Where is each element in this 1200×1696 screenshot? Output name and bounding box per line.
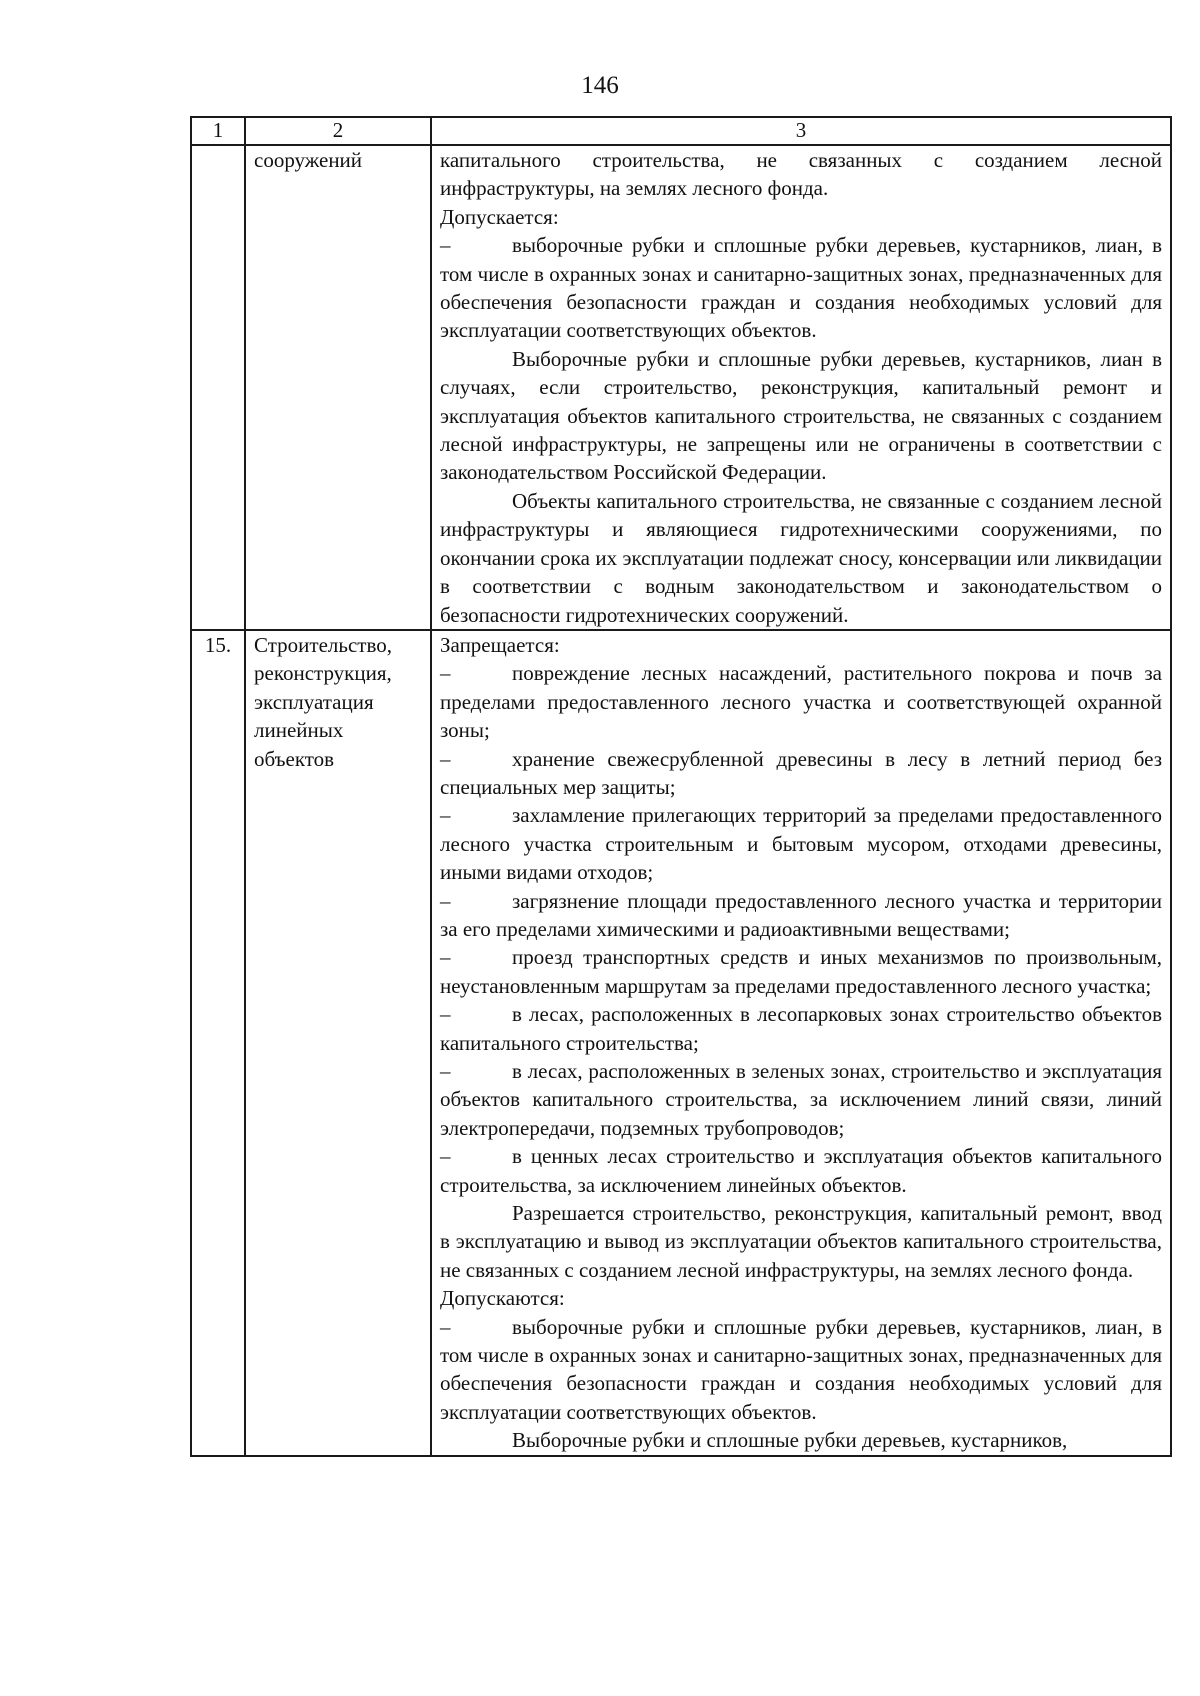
paragraph xyxy=(440,631,1162,659)
paragraph-text: в лесах, расположенных в зеленых зонах, строительство и эксплуатация объектов капитального строительства, за исключением линий связи, линий электропередачи, подземных трубопроводов; xyxy=(440,1059,1162,1140)
column-header-3: 3 xyxy=(431,117,1171,145)
list-item xyxy=(440,1142,1162,1199)
dash-bullet: – xyxy=(440,1059,451,1083)
paragraph-text: выборочные рубки и сплошные рубки деревьев, кустарников, лиан, в том числе в охранных зонах и санитарно-защитных зонах, предназначенных для обеспечения безопасности граждан и создания необходимых условий для эксплуатации соответствующих объектов. xyxy=(440,1314,1162,1424)
column-header-2: 2 xyxy=(245,117,431,145)
paragraph xyxy=(440,1426,1162,1454)
dash-bullet: – xyxy=(440,661,451,686)
dash-bullet: – xyxy=(440,1144,451,1169)
activity-name-cell: Строительство, реконструкция, эксплуатация линейных объектов xyxy=(245,630,431,1456)
paragraph xyxy=(440,1199,1162,1284)
header-row xyxy=(191,117,1171,145)
paragraph-text: Разрешается строительство, реконструкция, капитальный ремонт, ввод в эксплуатацию и вывод из эксплуатации объектов капитального строительства, не связанных с созданием лесной инфраструктуры, на землях лесного фонда. xyxy=(440,1201,1162,1282)
paragraph-text: Выборочные рубки и сплошные рубки деревьев, кустарников, лиан в случаях, если строительство, реконструкция, капитальный ремонт и эксплуатация объектов капитального строительства, не связанных с созданием лесной инфраструктуры, не запрещены или не ограничены в соответствии с законодательством Российской Федерации. xyxy=(440,346,1162,485)
requirements-cell xyxy=(431,145,1171,630)
dash-bullet: – xyxy=(440,1314,451,1339)
dash-bullet: – xyxy=(440,945,451,970)
paragraph-text: в лесах, расположенных в лесопарковых зонах строительство объектов капитального строительства; xyxy=(440,1002,1162,1055)
requirements-text xyxy=(440,146,1162,629)
list-item xyxy=(440,1057,1162,1142)
paragraph-text: захламление прилегающих территорий за пределами предоставленного лесного участка строительным и бытовым мусором, отходами древесины, иными видами отходов; xyxy=(440,803,1162,885)
paragraph-text: в ценных лесах строительство и эксплуатация объектов капитального строительства, за исключением линейных объектов. xyxy=(440,1144,1162,1197)
paragraph xyxy=(440,203,1162,231)
paragraph xyxy=(440,1284,1162,1312)
paragraph-text: повреждение лесных насаждений, растительного покрова и почв за пределами предоставленного лесного участка и соответствующей охранной зоны; xyxy=(440,661,1162,743)
dash-bullet: – xyxy=(440,1002,451,1027)
list-item xyxy=(440,659,1162,744)
paragraph-text: Допускаются: xyxy=(440,1286,565,1311)
list-item xyxy=(440,943,1162,1000)
table-row-15 xyxy=(191,630,1171,1456)
dash-bullet: – xyxy=(440,888,451,913)
requirements-text xyxy=(440,631,1162,1455)
list-item xyxy=(440,1313,1162,1427)
list-item xyxy=(440,231,1162,345)
list-item xyxy=(440,1000,1162,1057)
paragraph-text: хранение свежесрубленной древесины в лесу в летний период без специальных мер защиты; xyxy=(440,746,1162,799)
paragraph-text: Выборочные рубки и сплошные рубки деревьев, кустарников, xyxy=(512,1428,1068,1453)
requirements-cell xyxy=(431,630,1171,1456)
row-number-cell xyxy=(191,145,245,630)
dash-bullet: – xyxy=(440,233,451,258)
paragraph-text: Запрещается: xyxy=(440,632,560,657)
activity-name-cell: сооружений xyxy=(245,145,431,630)
page-number: 146 xyxy=(581,72,619,99)
regulation-table xyxy=(190,116,1172,1457)
paragraph-text: проезд транспортных средств и иных механизмов по произвольным, неустановленным маршрутам за пределами предоставленного лесного участка; xyxy=(440,945,1162,998)
table-row-continuation xyxy=(191,145,1171,630)
list-item xyxy=(440,801,1162,886)
list-item xyxy=(440,745,1162,802)
paragraph-text: Объекты капитального строительства, не связанные с созданием лесной инфраструктуры и являющиеся гидротехническими сооружениями, по окончании срока их эксплуатации подлежат сносу, консервации или ликвидации в соответствии с водным законодательством и законодательством о безопасности гидротехнических сооружений. xyxy=(440,488,1162,627)
paragraph xyxy=(440,487,1162,629)
table-header xyxy=(191,117,1171,145)
paragraph-text: выборочные рубки и сплошные рубки деревьев, кустарников, лиан, в том числе в охранных зонах и санитарно-защитных зонах, предназначенных для обеспечения безопасности граждан и создания необходимых условий для эксплуатации соответствующих объектов. xyxy=(440,233,1162,343)
paragraph-text: загрязнение площади предоставленного лесного участка и территории за его пределами химическими и радиоактивными веществами; xyxy=(440,888,1162,941)
list-item xyxy=(440,887,1162,944)
paragraph xyxy=(440,146,1162,203)
row-number-cell: 15. xyxy=(191,630,245,1456)
paragraph-text: Допускается: xyxy=(440,204,559,229)
paragraph-text: капитального строительства, не связанных с созданием лесной инфраструктуры, на землях лесного фонда. xyxy=(440,148,1162,201)
column-header-1: 1 xyxy=(191,117,245,145)
dash-bullet: – xyxy=(440,746,451,771)
paragraph xyxy=(440,345,1162,487)
dash-bullet: – xyxy=(440,803,451,828)
